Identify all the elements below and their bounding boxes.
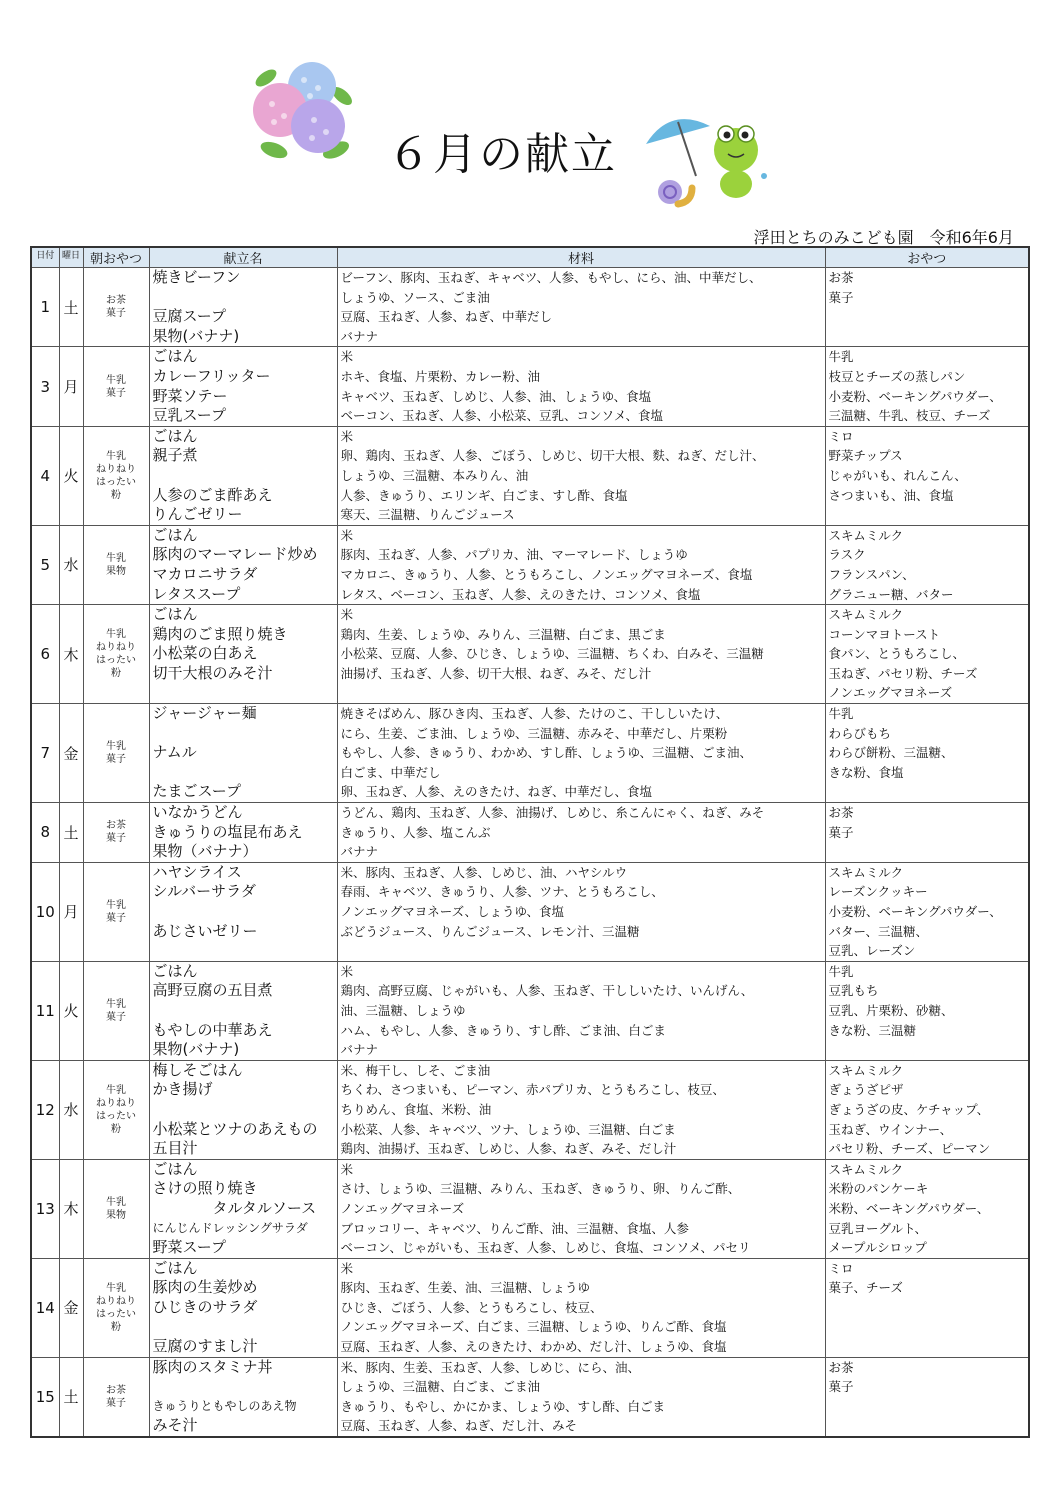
dish-line: 五目汁 — [152, 1139, 198, 1158]
weekday-cell: 月 — [59, 862, 83, 961]
dish-line — [153, 288, 337, 308]
snack-line: 菓子 — [828, 289, 854, 305]
menu-cell — [149, 704, 337, 803]
dish-line — [153, 1317, 337, 1337]
morning-snack-cell: 牛乳 ねりねり はったい 粉 — [83, 426, 149, 525]
snack-line: 菓子、チーズ — [828, 1280, 903, 1296]
ingredients-cell — [337, 803, 825, 863]
ingredient-line: 豚肉、玉ねぎ、人参、パプリカ、油、マーマレード、しょうゆ — [340, 547, 688, 563]
snack-line — [829, 307, 1029, 327]
snack-line: さつまいも、油、食塩 — [828, 487, 954, 503]
weekday-cell: 月 — [59, 347, 83, 426]
snack-line: 牛乳 — [828, 963, 854, 979]
dish-line — [153, 1377, 337, 1397]
snack-line: 豆乳ヨーグルト、 — [828, 1220, 928, 1236]
dish-line: 切干大根のみそ汁 — [152, 663, 273, 682]
snack-line: 豆乳もち — [828, 983, 879, 999]
column-header-ingredients: 材料 — [337, 247, 825, 268]
menu-table — [30, 246, 1030, 1438]
morning-snack-cell: お茶 菓子 — [83, 803, 149, 863]
menu-cell — [149, 268, 337, 347]
table-header-row — [31, 247, 1029, 268]
table-row — [31, 704, 1029, 803]
snack-cell — [825, 426, 1029, 525]
ingredient-line: しょうゆ、三温糖、本みりん、油 — [340, 467, 529, 483]
menu-cell — [149, 862, 337, 961]
snack-cell — [825, 1258, 1029, 1357]
morning-snack-cell: お茶 菓子 — [83, 1357, 149, 1437]
ingredient-line — [341, 683, 825, 703]
ingredient-line: 卵、玉ねぎ、人参、えのきたけ、ねぎ、中華だし、食塩 — [340, 784, 653, 800]
snack-line: わらび餅粉、三温糖、 — [828, 745, 954, 761]
snack-line: 豆乳、レーズン — [828, 943, 916, 959]
snack-cell — [825, 1060, 1029, 1159]
dish-line: ごはん — [152, 347, 198, 366]
dish-line: マカロニサラダ — [152, 564, 258, 583]
ingredients-cell — [337, 1357, 825, 1437]
morning-snack-cell: 牛乳 ねりねり はったい 粉 — [83, 1060, 149, 1159]
ingredient-line: きゅうり、もやし、かにかま、しょうゆ、すし酢、白ごま — [340, 1398, 666, 1414]
weekday-cell: 土 — [59, 1357, 83, 1437]
table-row — [31, 426, 1029, 525]
snack-line: ラスク — [828, 547, 866, 563]
dish-line: 豚肉のスタミナ丼 — [152, 1357, 273, 1376]
date-cell: 3 — [31, 347, 59, 426]
date-cell: 7 — [31, 704, 59, 803]
column-header-weekday: 曜日 — [59, 247, 83, 268]
date-cell: 15 — [31, 1357, 59, 1437]
dish-line: 野菜スープ — [152, 1238, 227, 1257]
ingredient-line: ちくわ、さつまいも、ピーマン、赤パプリカ、とうもろこし、枝豆、 — [340, 1082, 725, 1098]
dish-line: 梅しそごはん — [152, 1060, 243, 1079]
dish-line: たまごスープ — [152, 782, 242, 801]
ingredient-line: 鶏肉、油揚げ、玉ねぎ、しめじ、人参、ねぎ、みそ、だし汁 — [340, 1141, 677, 1157]
snack-line: きな粉、食塩 — [828, 764, 904, 780]
dish-line: 果物(バナナ) — [152, 1040, 240, 1059]
date-cell: 14 — [31, 1258, 59, 1357]
date-cell: 11 — [31, 961, 59, 1060]
table-row — [31, 1258, 1029, 1357]
morning-snack-cell: 牛乳 菓子 — [83, 347, 149, 426]
dish-line: 豆腐スープ — [152, 307, 227, 326]
dish-line — [153, 1001, 337, 1021]
ingredient-line: 豆腐、玉ねぎ、人参、えのきたけ、わかめ、だし汁、しょうゆ、食塩 — [340, 1339, 727, 1355]
menu-cell — [149, 525, 337, 604]
snack-line: じゃがいも、れんこん、 — [828, 467, 967, 483]
dish-line: シルバーサラダ — [152, 882, 256, 901]
snack-line — [829, 1337, 1029, 1357]
snack-line: フランスパン、 — [828, 566, 915, 582]
snack-line: パセリ粉、チーズ、ピーマン — [828, 1141, 991, 1157]
snack-line: お茶 — [828, 1359, 854, 1375]
ingredients-cell — [337, 1258, 825, 1357]
ingredient-line — [341, 941, 825, 961]
ingredient-line: 豆腐、玉ねぎ、人参、ねぎ、だし汁、みそ — [340, 1418, 578, 1434]
dish-line — [153, 902, 337, 922]
ingredient-line: 豆腐、玉ねぎ、人参、ねぎ、中華だし — [340, 309, 553, 325]
dish-line: タルタルソース — [152, 1198, 317, 1217]
menu-table-body — [31, 268, 1029, 1438]
snack-line: 米粉、ベーキングパウダー、 — [828, 1200, 990, 1216]
snack-line: レーズンクッキー — [828, 884, 928, 900]
menu-cell — [149, 1060, 337, 1159]
snack-line — [829, 327, 1029, 347]
dish-line: ジャージャー麺 — [152, 704, 257, 723]
snack-line — [829, 1298, 1029, 1318]
snack-line — [829, 842, 1029, 862]
dish-line — [153, 466, 337, 486]
dish-line: かき揚げ — [152, 1080, 213, 1099]
snack-line: ぎょうざピザ — [828, 1082, 904, 1098]
morning-snack-cell: 牛乳 ねりねり はったい 粉 — [83, 1258, 149, 1357]
ingredients-cell — [337, 1159, 825, 1258]
ingredients-cell — [337, 961, 825, 1060]
snack-cell — [825, 1357, 1029, 1437]
snack-line: わらびもち — [828, 725, 892, 741]
menu-cell — [149, 1357, 337, 1437]
ingredient-line: ベーコン、玉ねぎ、人参、小松菜、豆乳、コンソメ、食塩 — [340, 408, 664, 424]
column-header-date: 日付 — [31, 247, 59, 268]
snack-line: グラニュー糖、バター — [828, 586, 954, 602]
ingredient-line: 白ごま、中華だし — [340, 764, 441, 780]
snack-line: メープルシロップ — [828, 1240, 927, 1256]
page-title: ６月の献立 — [387, 129, 617, 180]
snack-line: コーンマヨトースト — [828, 626, 941, 642]
snack-line: 三温糖、牛乳、枝豆、チーズ — [828, 408, 991, 424]
snack-line: 菓子 — [828, 1379, 854, 1395]
dish-line: 果物（バナナ） — [152, 842, 258, 861]
date-cell: 8 — [31, 803, 59, 863]
menu-cell — [149, 605, 337, 704]
weekday-cell: 火 — [59, 426, 83, 525]
snack-cell — [825, 347, 1029, 426]
ingredient-line: 米 — [340, 963, 354, 979]
ingredient-line: 米、梅干し、しそ、ごま油 — [340, 1062, 491, 1078]
dish-line: ごはん — [152, 605, 198, 624]
date-cell: 6 — [31, 605, 59, 704]
dish-line: 人参のごま酢あえ — [152, 485, 273, 504]
ingredient-line: 春雨、キャベツ、きゅうり、人参、ツナ、とうもろこし、 — [340, 884, 664, 900]
table-row — [31, 605, 1029, 704]
frog-umbrella-illustration — [640, 106, 770, 212]
snack-line — [829, 782, 1029, 802]
ingredient-line: ハム、もやし、人参、きゅうり、すし酢、ごま油、白ごま — [340, 1022, 666, 1038]
ingredient-line: ぶどうジュース、りんごジュース、レモン汁、三温糖 — [340, 923, 640, 939]
ingredient-line: 米 — [340, 428, 354, 444]
ingredient-line: 米 — [340, 1161, 354, 1177]
snack-line: 食パン、とうもろこし、 — [828, 646, 966, 662]
ingredient-line: 小松菜、豆腐、人参、ひじき、しょうゆ、三温糖、ちくわ、白みそ、三温糖 — [340, 646, 764, 662]
ingredients-cell — [337, 268, 825, 347]
dish-line: もやしの中華あえ — [152, 1020, 273, 1039]
ingredients-cell — [337, 426, 825, 525]
table-row — [31, 268, 1029, 347]
morning-snack-cell: 牛乳 菓子 — [83, 704, 149, 803]
snack-line: 玉ねぎ、ウインナー、 — [828, 1121, 953, 1137]
ingredient-line: マカロニ、きゅうり、人参、とうもろこし、ノンエッグマヨネーズ、食塩 — [340, 566, 753, 582]
dish-line: 小松菜の白あえ — [152, 644, 258, 663]
snack-cell — [825, 268, 1029, 347]
snack-line: ミロ — [828, 428, 854, 444]
ingredient-line: 米 — [340, 1260, 354, 1276]
weekday-cell: 木 — [59, 1159, 83, 1258]
dish-line: ごはん — [152, 1258, 198, 1277]
snack-line: ミロ — [828, 1260, 854, 1276]
snack-line: スキムミルク — [828, 527, 904, 543]
column-header-morning-snack: 朝おやつ — [83, 247, 149, 268]
snack-line: 米粉のパンケーキ — [828, 1181, 929, 1197]
ingredient-line: 人参、きゅうり、エリンギ、白ごま、すし酢、食塩 — [340, 487, 628, 503]
ingredient-line: 寒天、三温糖、りんごジュース — [340, 507, 515, 523]
snack-line: 小麦粉、ベーキングパウダー、 — [828, 388, 1002, 404]
date-cell: 12 — [31, 1060, 59, 1159]
ingredient-line: 鶏肉、生姜、しょうゆ、みりん、三温糖、白ごま、黒ごま — [340, 626, 666, 642]
snack-line: スキムミルク — [828, 607, 904, 623]
snack-line: スキムミルク — [828, 1062, 904, 1078]
weekday-cell: 金 — [59, 704, 83, 803]
ingredient-line: きゅうり、人参、塩こんぶ — [340, 824, 491, 840]
ingredient-line: 油、三温糖、しょうゆ — [340, 1002, 466, 1018]
snack-line: 小麦粉、ベーキングパウダー、 — [828, 904, 1002, 919]
snack-line — [829, 1416, 1029, 1436]
snack-line: 野菜チップス — [828, 448, 903, 464]
menu-cell — [149, 1258, 337, 1357]
dish-line: 豆腐のすまし汁 — [152, 1337, 258, 1356]
snack-line: きな粉、三温糖 — [828, 1022, 917, 1038]
snack-line: 牛乳 — [828, 349, 854, 365]
snack-line: 菓子 — [828, 824, 854, 840]
ingredient-line: 鶏肉、高野豆腐、じゃがいも、人参、玉ねぎ、干ししいたけ、いんげん、 — [340, 983, 754, 999]
ingredients-cell — [337, 525, 825, 604]
snack-cell — [825, 862, 1029, 961]
dish-line — [153, 683, 337, 703]
ingredient-line: しょうゆ、三温糖、白ごま、ごま油 — [340, 1379, 541, 1395]
snack-line: ノンエッグマヨネーズ — [828, 685, 953, 701]
dish-line: ごはん — [152, 525, 198, 544]
dish-line — [153, 724, 337, 744]
snack-line: バター、三温糖、 — [828, 923, 929, 939]
dish-line: 小松菜とツナのあえもの — [152, 1119, 318, 1138]
table-row — [31, 347, 1029, 426]
dish-line: いなかうどん — [152, 803, 243, 822]
morning-snack-cell: 牛乳 ねりねり はったい 粉 — [83, 605, 149, 704]
snack-line — [829, 1317, 1029, 1337]
ingredient-line: ベーコン、じゃがいも、玉ねぎ、人参、しめじ、食塩、コンソメ、パセリ — [340, 1240, 751, 1256]
ingredient-line: 焼きそばめん、豚ひき肉、玉ねぎ、人参、たけのこ、干ししいたけ、 — [340, 706, 729, 722]
dish-line: ナムル — [152, 743, 197, 762]
ingredient-line: ちりめん、食塩、米粉、油 — [340, 1101, 492, 1117]
dish-line: 焼きビーフン — [152, 268, 241, 286]
dish-line: りんごゼリー — [152, 505, 243, 524]
snack-line: 豆乳、片栗粉、砂糖、 — [828, 1002, 954, 1018]
page-subtitle: 浮田とちのみこども園 令和6年6月 — [753, 228, 1014, 247]
snack-cell — [825, 525, 1029, 604]
morning-snack-cell: 牛乳 菓子 — [83, 862, 149, 961]
ingredient-line: 卵、鶏肉、玉ねぎ、人参、ごぼう、しめじ、切干大根、麩、ねぎ、だし汁、 — [340, 448, 765, 464]
ingredient-line: 米、豚肉、生姜、玉ねぎ、人参、しめじ、にら、油、 — [340, 1359, 641, 1375]
dish-line: きゅうりの塩昆布あえ — [152, 822, 303, 841]
table-row — [31, 525, 1029, 604]
dish-line — [153, 1100, 337, 1120]
snack-line: スキムミルク — [828, 1161, 904, 1177]
ingredient-line: ビーフン、豚肉、玉ねぎ、キャベツ、人参、もやし、にら、油、中華だし、 — [340, 270, 762, 285]
ingredient-line: 小松菜、人参、キャベツ、ツナ、しょうゆ、三温糖、白ごま — [340, 1121, 676, 1137]
ingredient-line: 豚肉、玉ねぎ、生姜、油、三温糖、しょうゆ — [340, 1280, 591, 1296]
dish-line — [153, 763, 337, 783]
dish-line: 果物(バナナ) — [152, 326, 240, 345]
menu-cell — [149, 961, 337, 1060]
ingredient-line: バナナ — [340, 844, 379, 860]
weekday-cell: 水 — [59, 1060, 83, 1159]
date-cell: 13 — [31, 1159, 59, 1258]
morning-snack-cell: 牛乳 菓子 — [83, 961, 149, 1060]
table-row — [31, 961, 1029, 1060]
weekday-cell: 金 — [59, 1258, 83, 1357]
table-row — [31, 1060, 1029, 1159]
dish-line: ごはん — [152, 961, 198, 980]
dish-line: あじさいゼリー — [152, 921, 258, 940]
weekday-cell: 木 — [59, 605, 83, 704]
snack-cell — [825, 704, 1029, 803]
dish-line: 鶏肉のごま照り焼き — [152, 624, 288, 643]
snack-line: お茶 — [828, 270, 854, 285]
ingredients-cell — [337, 605, 825, 704]
dish-line: 豚肉のマーマレード炒め — [152, 545, 318, 564]
dish-line: 豚肉の生姜炒め — [152, 1278, 258, 1297]
ingredient-line: うどん、鶏肉、玉ねぎ、人参、油揚げ、しめじ、糸こんにゃく、ねぎ、みそ — [340, 805, 765, 821]
snack-line: ぎょうざの皮、ケチャップ、 — [828, 1101, 990, 1117]
snack-cell — [825, 961, 1029, 1060]
ingredient-line: 米 — [340, 527, 354, 543]
ingredient-line: ノンエッグマヨネーズ、しょうゆ、食塩 — [340, 904, 565, 919]
weekday-cell: 火 — [59, 961, 83, 1060]
ingredient-line: ひじき、ごぼう、人参、とうもろこし、枝豆、 — [340, 1299, 603, 1315]
dish-line: 高野豆腐の五目煮 — [152, 981, 273, 1000]
ingredients-cell — [337, 347, 825, 426]
table-row — [31, 803, 1029, 863]
table-row — [31, 1357, 1029, 1437]
snack-line: スキムミルク — [828, 864, 904, 880]
snack-line — [829, 1397, 1029, 1417]
table-row — [31, 1159, 1029, 1258]
snack-cell — [825, 803, 1029, 863]
ingredient-line: 米 — [340, 607, 354, 623]
weekday-cell: 土 — [59, 268, 83, 347]
dish-line — [153, 941, 337, 961]
ingredient-line: レタス、ベーコン、玉ねぎ、人参、えのきたけ、コンソメ、食塩 — [340, 586, 701, 602]
hydrangea-illustration — [244, 58, 356, 164]
ingredient-line: にら、生姜、ごま油、しょうゆ、三温糖、赤みそ、中華だし、片栗粉 — [340, 725, 728, 741]
ingredient-line: ブロッコリー、キャベツ、りんご酢、油、三温糖、食塩、人参 — [340, 1220, 689, 1236]
dish-line: みそ汁 — [152, 1416, 198, 1435]
morning-snack-cell: 牛乳 果物 — [83, 1159, 149, 1258]
dish-line: 野菜ソテー — [152, 386, 228, 405]
dish-line: 豆乳スープ — [152, 406, 227, 425]
ingredient-line: さけ、しょうゆ、三温糖、みりん、玉ねぎ、きゅうり、卵、りんご酢、 — [340, 1181, 741, 1197]
ingredient-line: キャベツ、玉ねぎ、しめじ、人参、油、しょうゆ、食塩 — [340, 388, 652, 404]
ingredient-line: もやし、人参、きゅうり、わかめ、すし酢、しょうゆ、三温糖、ごま油、 — [340, 745, 753, 761]
dish-line: カレーフリッター — [152, 366, 271, 385]
dish-line: きゅうりともやしのあえ物 — [152, 1398, 297, 1413]
date-cell: 1 — [31, 268, 59, 347]
menu-cell — [149, 1159, 337, 1258]
snack-line: 枝豆とチーズの蒸しパン — [828, 368, 966, 384]
ingredient-line: 油揚げ、玉ねぎ、人参、切干大根、ねぎ、みそ、だし汁 — [340, 665, 652, 681]
table-row — [31, 862, 1029, 961]
snack-line: 玉ねぎ、パセリ粉、チーズ — [828, 665, 978, 681]
menu-cell — [149, 803, 337, 863]
ingredient-line: ノンエッグマヨネーズ、白ごま、三温糖、しょうゆ、りんご酢、食塩 — [340, 1319, 727, 1335]
ingredient-line: しょうゆ、ソース、ごま油 — [340, 289, 490, 305]
ingredients-cell — [337, 862, 825, 961]
snack-line — [829, 1040, 1029, 1060]
date-cell: 5 — [31, 525, 59, 604]
ingredient-line: 米、豚肉、玉ねぎ、人参、しめじ、油、ハヤシルウ — [340, 864, 628, 880]
dish-line: にんじんドレッシングサラダ — [152, 1220, 308, 1235]
ingredient-line: 米 — [340, 349, 354, 365]
snack-line: 牛乳 — [828, 706, 854, 722]
ingredient-line: ノンエッグマヨネーズ — [340, 1200, 465, 1216]
dish-line: ごはん — [152, 426, 198, 445]
ingredients-cell — [337, 704, 825, 803]
date-cell: 10 — [31, 862, 59, 961]
snack-cell — [825, 1159, 1029, 1258]
weekday-cell: 土 — [59, 803, 83, 863]
ingredient-line: バナナ — [340, 328, 379, 344]
column-header-menu: 献立名 — [149, 247, 337, 268]
ingredients-cell — [337, 1060, 825, 1159]
ingredient-line: ホキ、食塩、片栗粉、カレー粉、油 — [340, 368, 541, 384]
dish-line: レタススープ — [152, 584, 241, 603]
menu-cell — [149, 347, 337, 426]
morning-snack-cell: お茶 菓子 — [83, 268, 149, 347]
snack-line: お茶 — [828, 805, 854, 821]
ingredient-line: バナナ — [340, 1042, 379, 1058]
dish-line: 親子煮 — [152, 446, 198, 465]
column-header-snack: おやつ — [825, 247, 1029, 268]
snack-cell — [825, 605, 1029, 704]
morning-snack-cell: 牛乳 果物 — [83, 525, 149, 604]
dish-line: ひじきのサラダ — [152, 1297, 258, 1316]
snack-line — [829, 505, 1029, 525]
dish-line: さけの照り焼き — [152, 1179, 258, 1198]
menu-cell — [149, 426, 337, 525]
dish-line: ハヤシライス — [152, 862, 242, 881]
dish-line: ごはん — [152, 1159, 198, 1178]
date-cell: 4 — [31, 426, 59, 525]
weekday-cell: 水 — [59, 525, 83, 604]
